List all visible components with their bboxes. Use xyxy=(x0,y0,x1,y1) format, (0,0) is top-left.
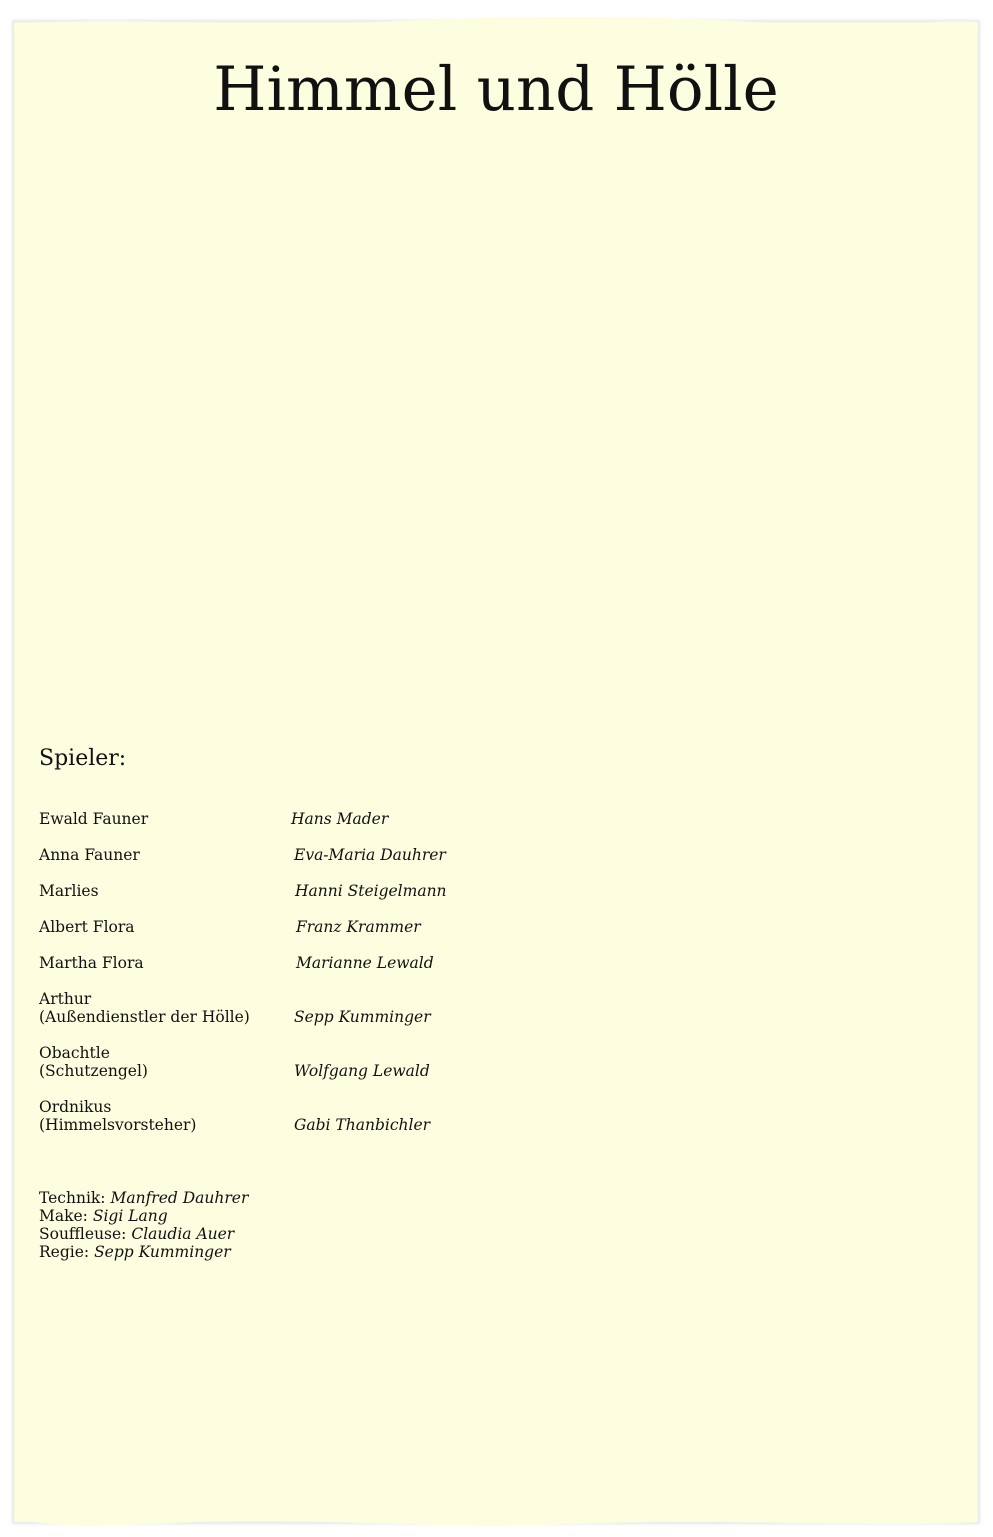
cast-row xyxy=(39,810,559,828)
crew-label: Technik: xyxy=(39,1189,106,1207)
cast-heading: Spieler: xyxy=(39,746,127,771)
torn-edge-top xyxy=(14,14,978,30)
actor-name: Gabi Thanbichler xyxy=(294,1116,431,1134)
role-name: Marlies xyxy=(39,882,99,900)
role-name: Ewald Fauner xyxy=(39,810,149,828)
cast-row xyxy=(39,1098,559,1134)
crew-name: Claudia Auer xyxy=(131,1225,235,1243)
cast-row xyxy=(39,1044,559,1080)
role-description: (Himmelsvorsteher) xyxy=(39,1116,197,1134)
actor-name: Hans Mader xyxy=(291,810,389,828)
crew-line xyxy=(39,1207,248,1225)
role-name: Ordnikus xyxy=(39,1098,112,1116)
actor-name: Wolfgang Lewald xyxy=(294,1062,430,1080)
torn-edge-bottom xyxy=(14,1514,978,1530)
role-name: Obachtle xyxy=(39,1044,110,1062)
role-name: Arthur xyxy=(39,990,92,1008)
actor-name: Hanni Steigelmann xyxy=(295,882,447,900)
role-description: (Schutzengel) xyxy=(39,1062,148,1080)
program-sheet xyxy=(14,22,978,1522)
role-name: Martha Flora xyxy=(39,954,144,972)
cast-row xyxy=(39,954,559,972)
cast-row xyxy=(39,918,559,936)
crew-name: Sepp Kumminger xyxy=(94,1243,231,1261)
crew-name: Manfred Dauhrer xyxy=(110,1189,249,1207)
crew-label: Make: xyxy=(39,1207,88,1225)
role-name: Anna Fauner xyxy=(39,846,140,864)
cast-row xyxy=(39,846,559,864)
actor-name: Sepp Kumminger xyxy=(294,1008,431,1026)
crew-line xyxy=(39,1225,248,1243)
actor-name: Franz Krammer xyxy=(296,918,421,936)
crew-line xyxy=(39,1189,248,1207)
role-name: Albert Flora xyxy=(39,918,135,936)
crew-line xyxy=(39,1243,248,1261)
cast-list xyxy=(39,810,559,1134)
cast-row xyxy=(39,990,559,1026)
role-description: (Außendienstler der Hölle) xyxy=(39,1008,250,1026)
actor-name: Eva-Maria Dauhrer xyxy=(294,846,446,864)
cast-row xyxy=(39,882,559,900)
play-title: Himmel und Hölle xyxy=(213,54,779,125)
crew-name: Sigi Lang xyxy=(92,1207,168,1225)
crew-list xyxy=(39,1189,248,1261)
crew-label: Regie: xyxy=(39,1243,90,1261)
crew-label: Souffleuse: xyxy=(39,1225,127,1243)
actor-name: Marianne Lewald xyxy=(296,954,434,972)
